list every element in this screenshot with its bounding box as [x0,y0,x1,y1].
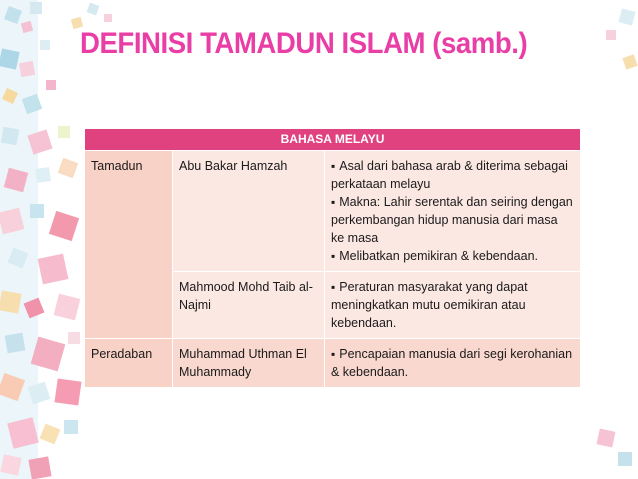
bullet-point: ▪ Makna: Lahir serentak dan seiring dengan perkembangan hidup manusia dari masa ke masa [331,193,574,247]
table-header: BAHASA MELAYU [85,129,581,151]
definition-cell [325,272,581,339]
definition-cell [325,339,581,388]
author-cell: Muhammad Uthman El Muhammady [173,339,325,388]
definition-cell [325,151,581,272]
bullet-point: ▪ Peraturan masyarakat yang dapat meningkatkan mutu oemikiran atau kebendaan. [331,278,574,332]
bullet-point: ▪ Melibatkan pemikiran & kebendaan. [331,247,574,265]
definition-table [84,128,581,388]
author-cell: Mahmood Mohd Taib al- Najmi [173,272,325,339]
term-cell: Peradaban [85,339,173,388]
table-row [85,151,581,272]
bullet-point: ▪ Pencapaian manusia dari segi kerohanian & kebendaan. [331,345,574,381]
author-cell: Abu Bakar Hamzah [173,151,325,272]
slide-title: DEFINISI TAMADUN ISLAM (samb.) [80,27,528,60]
term-cell: Tamadun [85,151,173,339]
bullet-point: ▪ Asal dari bahasa arab & diterima sebagai perkataan melayu [331,157,574,193]
table-row [85,339,581,388]
